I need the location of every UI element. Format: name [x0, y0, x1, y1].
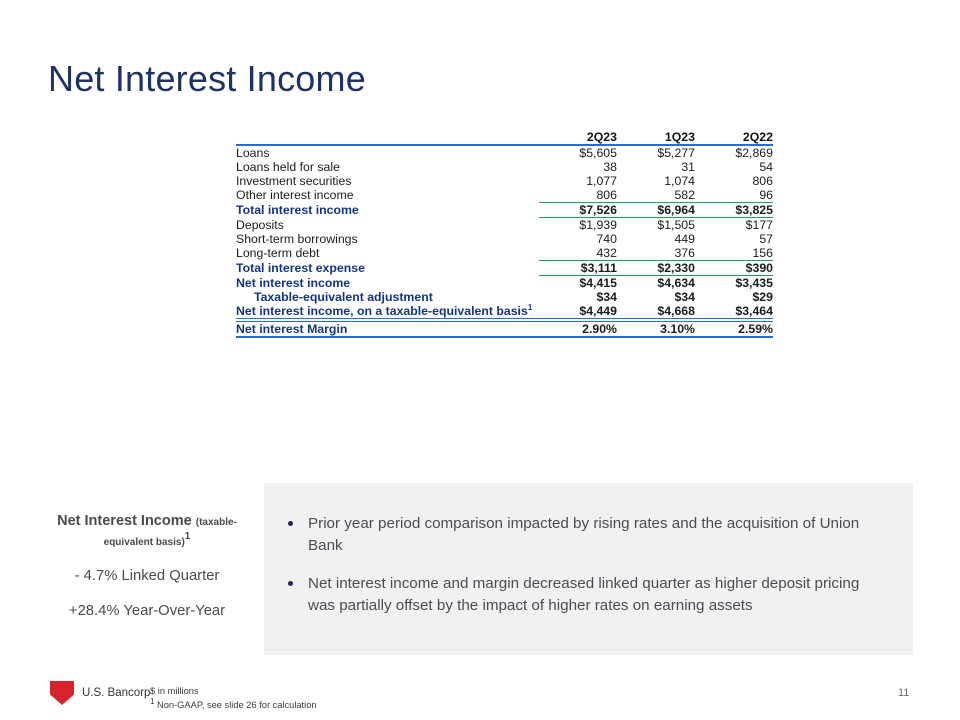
row-value-2q22: 2.59%	[738, 322, 773, 336]
row-value-2q23: $1,939	[579, 218, 617, 232]
row-value-1q23: 582	[674, 188, 695, 202]
row-value-2q22: $3,825	[735, 203, 773, 217]
list-item	[284, 513, 879, 557]
table-row	[236, 232, 773, 246]
row-label	[236, 304, 539, 318]
commentary-bullet-list	[284, 513, 879, 633]
table-row-net-interest-income-te-basis	[236, 304, 773, 318]
table-row-net-interest-income	[236, 276, 773, 291]
footnote-units: $ in millions	[150, 686, 199, 696]
stat-linked-quarter: - 4.7% Linked Quarter	[74, 568, 220, 585]
callout-heading	[38, 512, 256, 551]
row-value-2q23: 740	[596, 232, 617, 246]
row-value-2q22: 806	[752, 174, 773, 188]
row-label: Short-term borrowings	[236, 232, 358, 246]
callout-heading-small: (taxable-equivalent basis)	[103, 517, 237, 548]
row-value-2q22: $177	[745, 218, 773, 232]
bullet-dot-icon	[288, 521, 293, 526]
row-value-2q23: 1,077	[586, 174, 617, 188]
row-value-1q23: $1,505	[657, 218, 695, 232]
row-value-1q23: 1,074	[664, 174, 695, 188]
page-number: 11	[898, 687, 910, 699]
table-row	[236, 218, 773, 233]
row-value-2q23: 2.90%	[582, 322, 617, 336]
row-label: Deposits	[236, 218, 284, 232]
list-item-text: Net interest income and margin decreased linked quarter as higher deposit pricing was partially offset by the impact of higher rates on earning assets	[308, 575, 860, 615]
list-item-text: Prior year period comparison impacted by rising rates and the acquisition of Union Bank	[308, 515, 860, 555]
table-row-net-interest-margin	[236, 322, 773, 337]
row-label: Total interest income	[236, 203, 359, 217]
table-row	[236, 145, 773, 160]
shield-icon	[50, 681, 74, 705]
brand-name: U.S. Bancorp	[82, 687, 151, 699]
row-label: Net interest Margin	[236, 322, 348, 336]
footnote-nongaap-text: Non-GAAP, see slide 26 for calculation	[154, 700, 317, 711]
footnote-nongaap	[150, 698, 317, 712]
footnotes	[150, 684, 317, 713]
row-label-text: Net interest income, on a taxable-equivalent basis	[236, 304, 528, 318]
table-row	[236, 160, 773, 174]
row-value-2q23: $4,415	[579, 276, 617, 290]
row-value-2q23: 432	[596, 246, 617, 260]
row-label: Investment securities	[236, 174, 352, 188]
table-row	[236, 188, 773, 202]
row-value-2q22: 57	[759, 232, 773, 246]
column-header-1q23: 1Q23	[664, 130, 695, 144]
commentary-panel	[264, 483, 913, 655]
row-label: Other interest income	[236, 188, 354, 202]
row-value-2q23: 38	[603, 160, 617, 174]
row-value-2q22: $390	[745, 261, 773, 275]
row-value-2q22: $29	[752, 290, 773, 304]
row-value-2q23: $7,526	[579, 203, 617, 217]
page-title: Net Interest Income	[48, 58, 366, 99]
row-value-2q23: $4,449	[579, 304, 617, 318]
table-row-taxable-equivalent-adjustment	[236, 290, 773, 304]
table-row-total-interest-income	[236, 203, 773, 218]
row-label: Loans	[236, 146, 270, 160]
row-value-1q23: $6,964	[657, 203, 695, 217]
bullet-dot-icon	[288, 581, 293, 586]
column-header-2q23: 2Q23	[586, 130, 617, 144]
row-value-1q23: $5,277	[657, 146, 695, 160]
table-row	[236, 174, 773, 188]
callout-footnote-marker: 1	[184, 530, 191, 542]
column-header-label	[236, 130, 539, 144]
callout-block	[38, 512, 256, 622]
row-label: Net interest income	[236, 276, 351, 290]
net-interest-income-table	[236, 130, 773, 338]
row-value-2q23: $5,605	[579, 146, 617, 160]
table-row	[236, 246, 773, 260]
stat-year-over-year: +28.4% Year-Over-Year	[68, 603, 226, 620]
row-value-1q23: $34	[674, 290, 695, 304]
row-value-2q22: 156	[752, 246, 773, 260]
row-value-1q23: $2,330	[657, 261, 695, 275]
footnote-marker: 1	[150, 697, 155, 707]
footnote-marker: 1	[527, 302, 533, 312]
table-header-row	[236, 130, 773, 144]
row-value-1q23: 31	[681, 160, 695, 174]
row-value-1q23: 3.10%	[660, 322, 695, 336]
row-value-1q23: 376	[674, 246, 695, 260]
row-label: Total interest expense	[236, 261, 365, 275]
table-bottom-rule	[236, 336, 773, 337]
row-value-1q23: $4,634	[657, 276, 695, 290]
row-label: Taxable-equivalent adjustment	[254, 290, 433, 304]
row-label: Loans held for sale	[236, 160, 340, 174]
row-value-2q22: $3,435	[735, 276, 773, 290]
financial-table-container	[236, 130, 773, 338]
row-value-2q23: $3,111	[580, 261, 617, 275]
table-row-total-interest-expense	[236, 261, 773, 276]
row-label: Long-term debt	[236, 246, 320, 260]
brand-logo	[50, 681, 150, 705]
row-value-2q22: $3,464	[735, 304, 773, 318]
row-value-2q22: 54	[759, 160, 773, 174]
column-header-2q22: 2Q22	[742, 130, 773, 144]
row-value-2q22: $2,869	[735, 146, 773, 160]
row-value-2q23: $34	[596, 290, 617, 304]
row-value-2q22: 96	[759, 188, 773, 202]
row-value-1q23: 449	[674, 232, 695, 246]
callout-heading-main: Net Interest Income	[57, 513, 192, 529]
row-value-2q23: 806	[596, 188, 617, 202]
row-value-1q23: $4,668	[657, 304, 695, 318]
list-item	[284, 573, 879, 617]
